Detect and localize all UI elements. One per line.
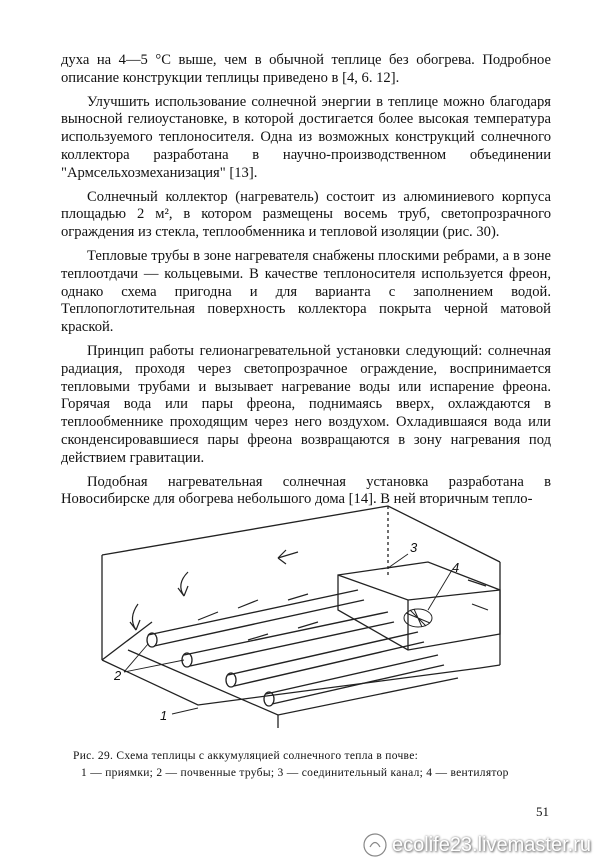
page-number: 51 bbox=[536, 804, 549, 819]
body-text bbox=[61, 52, 551, 515]
paragraph-4: Тепловые трубы в зоне нагревателя снабжены плоскими ребрами, а в зоне теплоотдачи — кольцевыми. В качестве теплоносителя используется фреон, однако схема пригодна и для варианта с заполнением водой. Теплопоглотительная поверхность коллектора покрыта черной матовой краской. bbox=[61, 247, 551, 336]
greenhouse-diagram bbox=[88, 500, 568, 730]
label-4: 4 bbox=[452, 560, 460, 575]
label-2: 2 bbox=[114, 668, 122, 683]
paragraph-6: Подобная нагревательная солнечная установка разработана в Новосибирске для обогрева небольшого дома [14]. В ней вторичным тепло- bbox=[61, 473, 551, 508]
watermark-logo-icon bbox=[362, 832, 388, 858]
label-1: 1 bbox=[160, 708, 168, 723]
caption-legend: 1 — приямки; 2 — почвенные трубы; 3 — соединительный канал; 4 — вентилятор bbox=[81, 767, 509, 779]
paragraph-3: Солнечный коллектор (нагреватель) состоит из алюминиевого корпуса площадью 2 м², в котором размещены восемь труб, светопрозрачного ограждения из стекла, теплообменника и тепловой изоляции (рис. 30). bbox=[61, 188, 551, 241]
paragraph-5: Принцип работы гелионагревательной установки следующий: солнечная радиация, проходя через светопрозрачное ограждение, воспринимается тепловыми трубами и вызывает нагревание воды или испарение фреона. Горячая вода или пары фреона, поднимаясь вверх, охлаждаются в теплообменнике проходящим через него воздухом. Охладившаяся вода или сконденсировавшиеся пары фреона возвращаются в зону нагревания под действием гравитации. bbox=[61, 342, 551, 466]
figure-caption bbox=[61, 748, 561, 782]
label-3: 3 bbox=[410, 540, 418, 555]
paragraph-1: духа на 4—5 °С выше, чем в обычной теплице без обогрева. Подробное описание конструкции теплицы приведено в [4, 6. 12]. bbox=[61, 52, 551, 86]
watermark: ecolife23.livemaster.ru bbox=[392, 834, 591, 856]
paragraph-2: Улучшить использование солнечной энергии в теплице можно благодаря выносной гелиоустановке, в которой достигается более высокая температура используемого теплоносителя. Одна из возможных конструкций солнечного коллектора разработана в научно-производственном объединении "Армсельхозмеханизация" [13]. bbox=[61, 93, 551, 181]
caption-title: Рис. 29. Схема теплицы с аккумуляцией солнечного тепла в почве: bbox=[73, 750, 419, 762]
